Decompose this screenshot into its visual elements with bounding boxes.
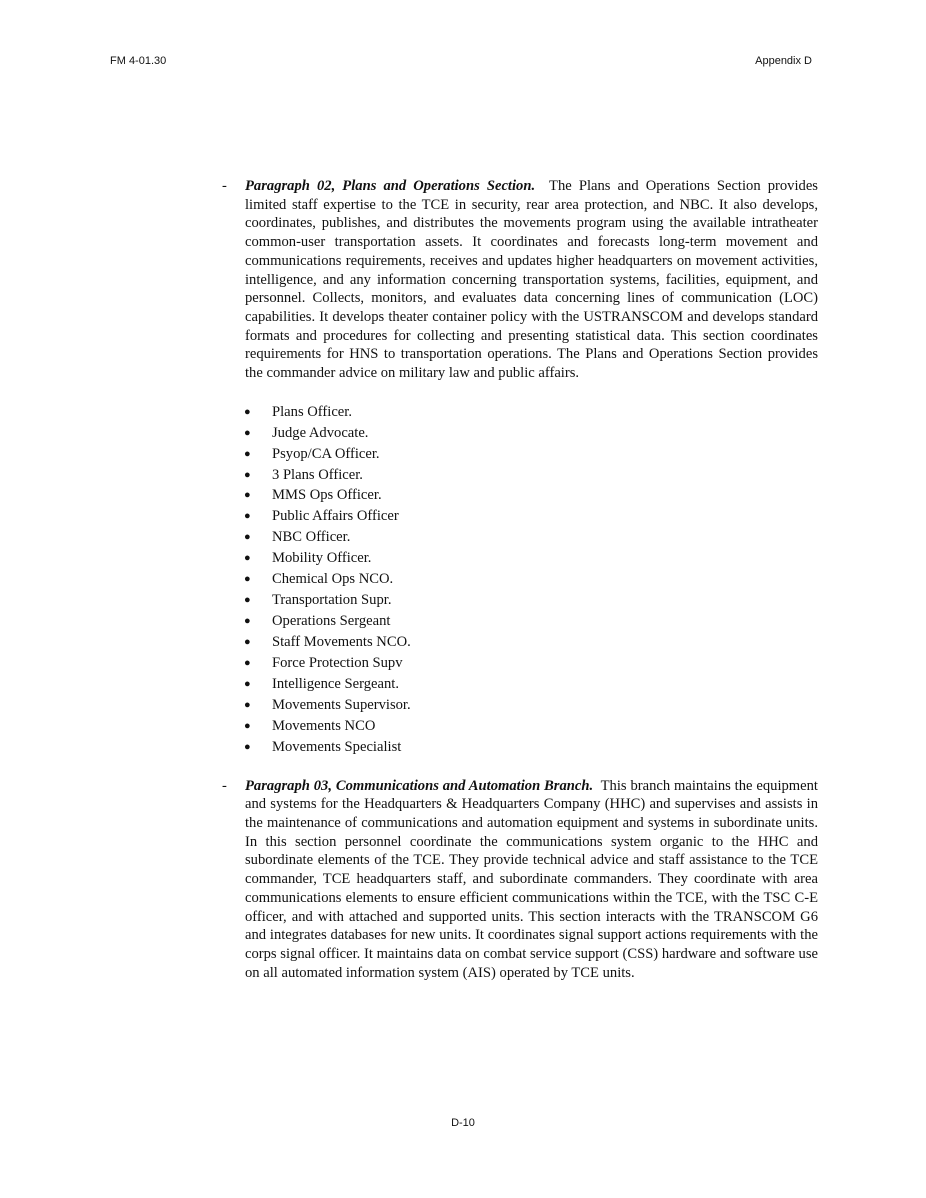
bullet-icon: ● <box>244 573 251 586</box>
list-item-text: 3 Plans Officer. <box>272 466 363 483</box>
list-item <box>222 444 818 465</box>
bullet-icon: ● <box>244 615 251 628</box>
page-body <box>222 177 818 982</box>
list-item <box>222 611 818 632</box>
bullet-icon: ● <box>244 489 251 502</box>
list-item-text: Chemical Ops NCO. <box>272 571 394 588</box>
list-item <box>222 674 818 695</box>
list-item <box>222 506 818 527</box>
bullet-icon: ● <box>244 405 251 418</box>
paragraph-02-body: The Plans and Operations Section provides limited staff expertise to the TCE in security, rear area protection, and NBC. It also develops, coordinates, publishes, and distributes the movements program using the available intratheater common-user transportation assets. It coordinates and forecasts long-term movement and communications requirements, receives and updates higher headquarters on movement activities, intelligence, and any information concerning transportation systems, facilities, equipment, and personnel. Collects, monitors, and evaluates data concerning lines of communication (LOC) capabilities. It develops theater container policy with the USTRANSCOM and develops standard formats and procedures for collecting and presenting statistical data. This section coordinates requirements for HNS to transportation operations. The Plans and Operations Section provides the commander advice on military law and public affairs. <box>245 178 818 382</box>
list-item-text: Intelligence Sergeant. <box>272 675 399 692</box>
list-item-text: Operations Sergeant <box>272 613 391 630</box>
paragraph-03-title: Paragraph 03, Communications and Automation Branch. <box>245 777 594 794</box>
list-item-text: Plans Officer. <box>272 403 352 420</box>
paragraph-02-title: Paragraph 02, Plans and Operations Section. <box>245 178 536 194</box>
positions-list <box>222 402 818 758</box>
bullet-icon: ● <box>244 719 251 732</box>
bullet-icon: ● <box>244 447 251 460</box>
paragraph-dash: - <box>222 777 227 794</box>
list-item <box>222 527 818 548</box>
list-item-text: Public Affairs Officer <box>272 508 399 525</box>
list-item-text: Transportation Supr. <box>272 592 392 609</box>
list-item-text: Judge Advocate. <box>272 424 369 441</box>
list-item <box>222 402 818 423</box>
list-item <box>222 716 818 737</box>
list-item-text: NBC Officer. <box>272 529 351 546</box>
list-item-text: Movements NCO <box>272 717 376 734</box>
list-item-text: Staff Movements NCO. <box>272 634 411 651</box>
bullet-icon: ● <box>244 468 251 481</box>
list-item <box>222 548 818 569</box>
bullet-icon: ● <box>244 740 251 753</box>
list-item <box>222 632 818 653</box>
paragraph-03 <box>222 777 818 983</box>
bullet-icon: ● <box>244 594 251 607</box>
list-item <box>222 465 818 486</box>
bullet-icon: ● <box>244 636 251 649</box>
list-item <box>222 695 818 716</box>
bullet-icon: ● <box>244 510 251 523</box>
paragraph-03-body: This branch maintains the equipment and systems for the Headquarters & Headquarters Company (HHC) and supervises and assists in the maintenance of communications and automation equipment and systems in subordinate units. In this section personnel coordinate the communications system organic to the HHC and subordinate elements of the TCE. They provide technical advice and staff assistance to the TCE commander, TCE headquarters staff, and subordinate commanders. They coordinate with area communications elements to ensure efficient communications within the TCE, with the TSC C-E officer, and with attached and supported units. This section interacts with the TRANSCOM G6 and integrates databases for new units. It coordinates signal support actions requirements with the corps signal officer. It maintains data on combat service support (CSS) hardware and software use on all automated information system (AIS) operated by TCE units. <box>245 777 818 981</box>
running-header-right: Appendix D <box>755 55 812 67</box>
list-item <box>222 569 818 590</box>
list-item-text: Movements Specialist <box>272 738 402 755</box>
list-item <box>222 737 818 758</box>
list-item-text: MMS Ops Officer. <box>272 487 382 504</box>
paragraph-dash: - <box>222 178 227 194</box>
list-item-text: Movements Supervisor. <box>272 696 411 713</box>
list-item <box>222 590 818 611</box>
running-header-left: FM 4-01.30 <box>110 55 167 67</box>
bullet-icon: ● <box>244 552 251 565</box>
bullet-icon: ● <box>244 531 251 544</box>
list-item <box>222 485 818 506</box>
list-item <box>222 423 818 444</box>
bullet-icon: ● <box>244 656 251 669</box>
bullet-icon: ● <box>244 426 251 439</box>
list-item-text: Force Protection Supv <box>272 654 403 671</box>
bullet-icon: ● <box>244 698 251 711</box>
list-item <box>222 653 818 674</box>
page-number: D-10 <box>451 1117 475 1129</box>
list-item-text: Psyop/CA Officer. <box>272 445 380 462</box>
list-item-text: Mobility Officer. <box>272 550 372 567</box>
paragraph-02 <box>222 177 818 383</box>
bullet-icon: ● <box>244 677 251 690</box>
